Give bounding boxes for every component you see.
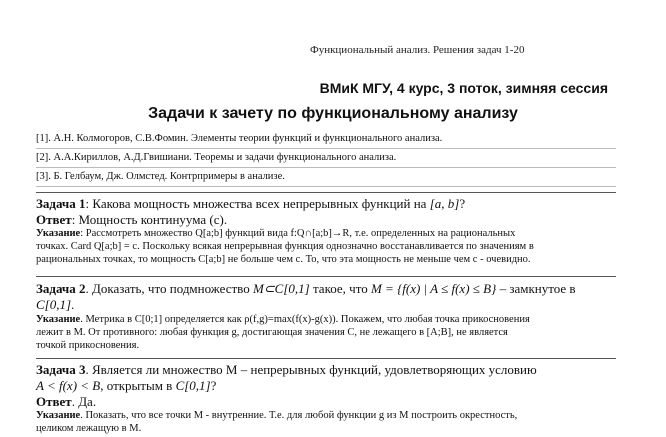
running-header: Функциональный анализ. Решения задач 1-20 xyxy=(310,44,525,56)
problem-3: Задача 3. Является ли множество M – непрерывных функций, удовлетворяющих условию A < f(x) < B, открытым в C[0,1]? Ответ. Да. Указание. Показать, что все точки M - внутренние. Т.е. для любой функции g из M построить окрестность, целиком лежащую в M. xyxy=(36,362,620,435)
divider xyxy=(36,276,616,277)
divider xyxy=(36,192,616,193)
problem-3-answer: Ответ. Да. xyxy=(36,394,97,409)
problem-3-label: Задача 3 xyxy=(36,362,86,377)
problem-3-question: Задача 3. Является ли множество M – непрерывных функций, удовлетворяющих условию xyxy=(36,362,537,377)
reference-list xyxy=(36,130,616,187)
problem-1-hint: Указание: Рассмотреть множество Q[a;b] функций вида f:Q∩[a;b]→R, т.е. определенных на рациональных xyxy=(36,228,516,239)
problem-1-label: Задача 1 xyxy=(36,196,86,211)
problem-1-question: Задача 1: Какова мощность множества всех непрерывных функций на [a, b]? xyxy=(36,196,466,211)
problem-2-hint-line: лежит в M. От противного: любая функция g, достигающая значения C, не лежащего в [A;B], не является xyxy=(36,327,508,338)
problem-2-question: Задача 2. Доказать, что подмножество M⊂C[0,1] такое, что M = {f(x) | A ≤ f(x) ≤ B} – замкнутое в xyxy=(36,281,576,296)
reference-item: [3]. Б. Гелбаум, Дж. Олмстед. Контрпримеры в анализе. xyxy=(36,168,616,187)
session-line: ВМиК МГУ, 4 курс, 3 поток, зимняя сессия xyxy=(319,80,608,96)
problem-1-hint-line: точках. Card Q[a;b] = c. Поскольку всякая непрерывная функция однозначно восстанавливается по значениям в xyxy=(36,241,534,252)
problem-1-hint-line: рациональных точках, то мощность C[a;b] не больше чем c. То, что эта мощность не меньше чем c - очевидно. xyxy=(36,254,531,265)
problem-1-answer: Ответ: Мощность континуума (c). xyxy=(36,212,228,227)
problem-2-label: Задача 2 xyxy=(36,281,86,296)
problem-3-hint-line: целиком лежащую в M. xyxy=(36,423,142,434)
reference-item: [1]. А.Н. Колмогоров, С.В.Фомин. Элементы теории функций и функционального анализа. xyxy=(36,130,616,149)
divider xyxy=(36,358,616,359)
problem-1 xyxy=(36,196,620,266)
problem-3-hint: Указание. Показать, что все точки M - внутренние. Т.е. для любой функции g из M построить окрестность, xyxy=(36,410,518,421)
problem-2-hint: Указание. Метрика в C[0;1] определяется как ρ(f,g)=max(f(x)-g(x)). Покажем, что любая точка прикосновения xyxy=(36,314,530,325)
page-title: Задачи к зачету по функциональному анализу xyxy=(148,105,518,122)
problem-2-hint-line: точкой прикосновения. xyxy=(36,340,140,351)
problem-2: Задача 2. Доказать, что подмножество M⊂C[0,1] такое, что M = {f(x) | A ≤ f(x) ≤ B} – замкнутое в C[0,1]. Указание. Метрика в C[0;1] определяется как ρ(f,g)=max(f(x)-g(x)). Покажем, что любая точка прикосновения лежит в M. От противного: любая функция g, достигающая значения C, не лежащего в [A;B], не является точкой прикосновения. xyxy=(36,281,620,352)
reference-item: [2]. А.А.Кириллов, А.Д.Гвишиани. Теоремы и задачи функционального анализа. xyxy=(36,149,616,168)
